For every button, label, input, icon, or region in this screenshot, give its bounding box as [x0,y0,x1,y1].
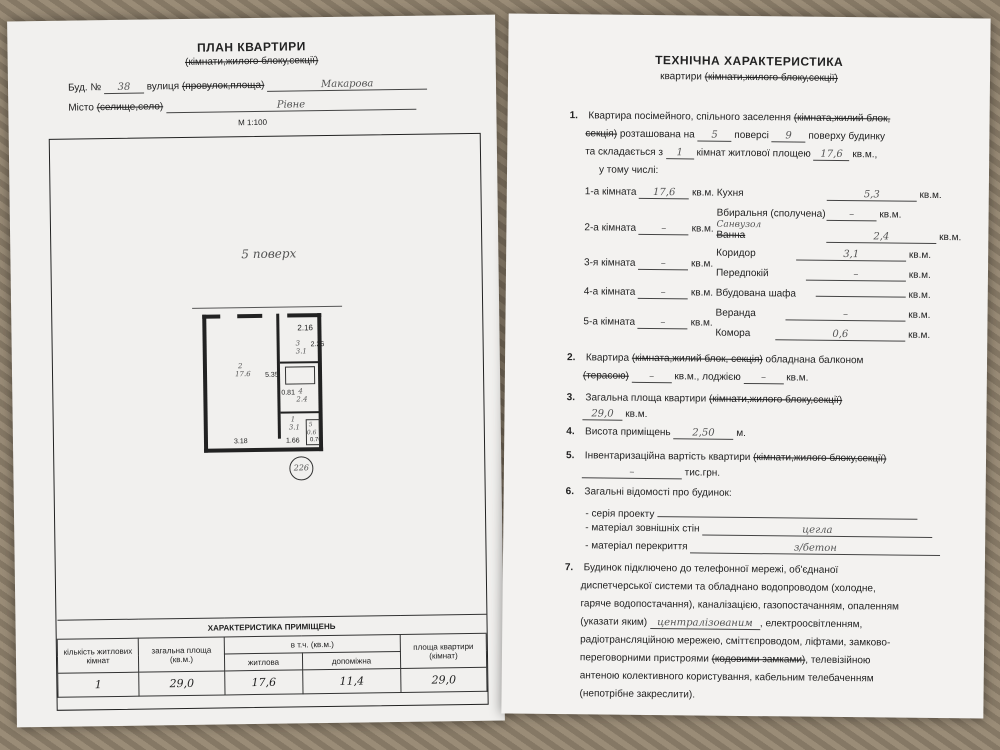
s1-strike: (кімната,жилий блок, [793,112,891,125]
street-label: вулиця [146,81,180,93]
closet-unit: кв.м. [908,289,931,301]
inventory-value: – [582,466,682,479]
s2-text-d: кв.м. [786,372,809,384]
floors-total-value: 9 [772,130,806,142]
tech-subtitle-b: (кімнати,жилого блоку,секції) [704,71,838,84]
kitchen-unit: кв.м. [919,189,942,202]
premises-table [56,614,487,698]
s7-number: 7. [564,562,574,574]
s7-line-5: радіотрансляційною мережею, сміттєпроводом, ліфтами, замково- [580,634,891,649]
dim-535: 5.35 [265,371,279,379]
room4-number: 4 [298,387,303,396]
series-label: - серія проекту [585,508,655,521]
header-aux: допоміжна [302,652,400,670]
section-1-line-2 [585,128,885,143]
room5-row [583,316,712,329]
room1-row [585,186,714,199]
s2-text-c: кв.м., лоджією [674,371,741,383]
series-row [585,504,917,522]
corridor-value: 3,1 [796,249,906,262]
s7-line-8: (непотрібне закреслити). [579,688,696,701]
section-2-line-2 [583,370,809,384]
room2-unit: кв.м. [691,223,714,235]
room1-unit: кв.м. [691,187,715,199]
dim-226: 2.26 [310,341,325,349]
floor-material-label: - матеріал перекриття [585,540,688,553]
room4-label: 4-а кімната [583,286,636,298]
room3-unit: кв.м. [691,258,714,270]
kitchen-row [717,188,942,202]
room5-area: 0.6 [306,429,317,437]
hall-row [716,268,931,282]
s3-text-b: кв.м. [625,408,648,420]
bath-label: Ванна [716,229,746,241]
dim-166: 1.66 [285,437,300,445]
walls-value: цегла [702,524,932,538]
s4-text-a: Висота приміщень [585,426,671,439]
series-line [657,505,917,520]
s1-text-g: у тому числі: [598,164,659,177]
height-value: 2,50 [673,427,733,440]
room3-area: 3.1 [295,347,307,356]
veranda-row [715,308,930,322]
kitchen-label: Кухня [716,187,744,199]
bath-unit: кв.м. [939,232,962,244]
plan-subtitle: (кімнати,жилого блоку,секції) [184,55,319,68]
room5-unit: кв.м. [690,317,713,329]
s6-number: 6. [565,486,575,498]
section-5-line-1 [566,450,886,464]
bud-label: Буд. № [67,82,102,94]
plan-title: ПЛАН КВАРТИРИ [197,39,306,55]
tech-title: ТЕХНІЧНА ХАРАКТЕРИСТИКА [655,53,844,70]
storage-row [715,328,930,342]
s7-line-6-strike: (кодовими замками) [711,653,806,666]
room2-label: 2-а кімната [584,222,637,234]
room4-row [584,286,713,299]
header-total: загальна площа (кв.м.) [138,637,224,672]
veranda-label: Веранда [715,307,756,320]
closet-value [816,296,906,298]
room5-value: – [638,317,688,330]
bottom-wall [204,447,323,453]
s2-number: 2. [567,352,576,364]
cell-area: 29,0 [401,667,487,692]
s1-strike2: секція) [585,128,618,140]
s5-strike: (кімнати,жилого блоку,секції) [753,452,887,465]
section-2-line-1 [567,352,863,366]
hall-unit: кв.м. [908,269,931,281]
walls-label: - матеріал зовнішніх стін [585,522,700,535]
building-circle-label: 226 [289,456,313,480]
header-vtch: в т.ч. (кв.м.) [224,635,400,654]
bath-wall-bottom [281,411,321,414]
wc-value: – [827,209,877,222]
city-line [68,97,468,115]
table-title: ХАРАКТЕРИСТИКА ПРИМІЩЕНЬ [57,614,486,639]
s1-text-f: кімнат житлової площею [696,147,811,160]
city-label: Місто [68,102,94,114]
s2-text-b: обладнана балконом [765,354,864,367]
s1-text-e: та складається з [585,146,664,159]
wc-unit: кв.м. [879,209,902,221]
tech-subtitle [508,69,990,85]
kitchen-value: 5,3 [827,189,917,202]
storage-unit: кв.м. [908,329,931,341]
bathtub [285,366,315,384]
bath-row [716,219,962,245]
total-area-value: 29,0 [582,408,622,420]
bath-handwritten: Санвузол [716,219,762,231]
room2-row [584,222,713,235]
section-1-line-1 [570,110,891,124]
street-type: (провулок,площа) [181,79,265,93]
s7-line-4 [580,616,862,631]
s7-line-6a: переговорними пристроями [579,652,709,665]
room2-area: 17.6 [234,370,251,379]
corridor-row [716,248,931,262]
dim-318: 3.18 [233,438,248,446]
bath-value: 2,4 [826,231,936,244]
cell-rooms: 1 [58,672,139,697]
corridor-label: Коридор [716,247,756,260]
s7-line-4b: , електроосвітленням, [759,618,863,631]
street-value: Макарова [267,78,427,92]
s7-line-6b: , телевізійною [805,654,871,667]
storage-value: 0,6 [775,328,905,341]
s7-line-6 [580,652,871,666]
section-3-line-2 [582,408,647,421]
bath-wall-top [280,361,320,364]
room3-label: 3-я кімната [584,257,636,269]
s5-text-a: Інвентаризаційна вартість квартири [584,450,751,464]
room4-value: – [638,287,688,300]
floor-material-value: з/бетон [690,541,940,556]
s6-text-a: Загальні відомості про будинок: [584,486,732,499]
room4-area: 2.4 [296,395,308,404]
rooms-value: 1 [666,147,694,159]
section-6 [566,486,732,499]
walls-row [585,522,932,538]
room1-number: 1 [290,415,296,424]
section-7-line-1 [565,562,838,576]
wc-label: Вбиральня (сполучена) [716,207,826,220]
room1-label: 1-а кімната [584,186,637,198]
address-line [68,77,468,95]
s5-text-b: тис.грн. [684,467,721,479]
section-3-line-1 [567,392,843,406]
floor-label: 5 поверх [241,246,297,262]
room3-number: 3 [295,339,301,348]
room2-number: 2 [237,362,243,371]
s1-number: 1. [569,110,579,122]
s4-number: 4. [566,426,575,438]
s2-strike: (кімната,жилий блок, секція) [631,352,763,366]
closet-row [716,288,931,301]
s3-text-a: Загальна площа квартири [585,392,707,405]
cell-total: 29,0 [139,671,225,696]
loggia-value: – [743,372,783,384]
s2-text-a: Квартира [585,352,630,364]
top-wall-c [287,313,321,317]
room5-label: 5-а кімната [583,316,636,328]
dim-216: 2.16 [297,323,314,333]
top-wall-b [237,314,262,318]
heating-value: централізованим [650,617,760,630]
s1-text-d: поверху будинку [808,130,886,143]
s1-text-a: Квартира посімейного, спільного заселення [588,110,792,124]
s3-strike: (кімнати,жилого блоку,секції) [708,393,843,407]
hall-label: Передпокій [715,267,769,280]
header-live: житлова [224,653,302,671]
s7-line-2: диспетчерської системи та обладнано водопроводом (холодне, [580,580,876,595]
veranda-unit: кв.м. [908,309,931,321]
s1-text-c: поверсі [734,129,769,142]
s7-line-7: антеною колективного користування, кабельним телебаченням [579,670,874,685]
s7-line-3: гаряче водопостачання), каналізацією, газопостачанням, опаленням [580,598,899,613]
s1-unit: кв.м., [852,149,878,161]
s3-number: 3. [566,392,576,404]
room3-value: – [638,258,688,271]
s7-line-4a: (указати яким) [580,616,648,628]
section-5-line-2 [582,466,720,479]
corridor-unit: кв.м. [908,249,932,261]
room5-number: 5 [308,421,313,429]
dim-081: 0.81 [281,389,295,397]
storage-label: Комора [715,327,751,340]
cell-live: 17,6 [225,670,303,695]
tech-subtitle-a: квартири [660,71,702,83]
floor-material-row [585,540,940,556]
room2-value: – [639,223,689,236]
left-wall [202,315,208,453]
s1-text-b: розташована на [619,128,695,141]
s2-strike2: (терасою) [582,370,629,382]
room1-area: 3.1 [288,423,300,432]
section-4 [566,426,746,440]
floor-plan-drawing [192,301,349,473]
header-rooms: кількість житлових кімнат [57,638,138,673]
balcony-value: – [632,371,672,383]
closet-label: Вбудована шафа [715,287,797,300]
section-1-line-3 [585,146,877,161]
room3-row [584,257,713,270]
hall-value: – [806,269,906,282]
plan-frame [49,133,489,711]
s7-line-1: Будинок підключено до телефонної мережі, об'єднаної [583,562,839,576]
cell-aux: 11,4 [303,669,401,694]
floor-value: 5 [697,129,731,141]
bud-value: 38 [104,82,144,95]
technical-page [501,13,990,718]
top-wall-a [202,314,220,318]
living-area-value: 17,6 [814,149,850,161]
s4-text-b: м. [736,427,746,440]
s5-number: 5. [565,450,575,462]
dim-line-top [192,306,342,309]
room1-value: 17,6 [639,187,689,200]
room4-unit: кв.м. [690,287,714,299]
scale-label: М 1:100 [238,117,268,128]
floor-plan-page [7,15,505,728]
header-area [400,633,486,668]
veranda-value: – [785,308,905,321]
header-area-text: площа квартири (кімнат) [413,641,474,661]
city-type: (селище,село) [96,101,164,114]
dim-076: 0.76 [309,437,322,444]
city-value: Рівне [166,98,416,113]
